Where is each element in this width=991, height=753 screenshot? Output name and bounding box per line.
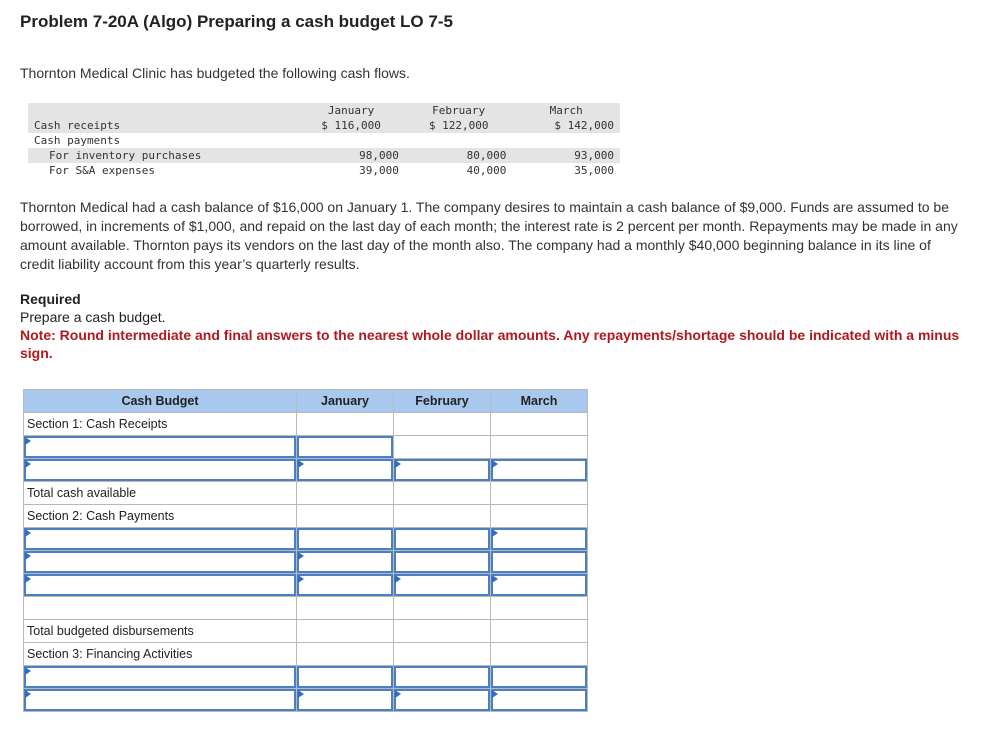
given-sa-label: For S&A expenses — [49, 164, 155, 177]
payment-feb-input-3[interactable] — [394, 574, 491, 597]
dropdown-arrow-icon — [25, 437, 31, 445]
receipt-jan-input-1[interactable] — [297, 436, 394, 459]
given-inventory-row — [28, 148, 620, 163]
given-inventory-january: 98,000 — [297, 148, 405, 163]
dropdown-arrow-icon — [395, 460, 401, 468]
required-heading: Required — [20, 291, 81, 307]
payment-jan-input-1[interactable] — [297, 528, 394, 551]
financing-mar-input-2[interactable] — [491, 689, 588, 712]
dropdown-arrow-icon — [25, 529, 31, 537]
dropdown-arrow-icon — [25, 667, 31, 675]
payment-feb-input-2[interactable] — [394, 551, 491, 574]
financing-input-row-2 — [24, 689, 588, 712]
required-task: Prepare a cash budget. — [20, 309, 166, 325]
payment-feb-input-1[interactable] — [394, 528, 491, 551]
financing-input-row-1 — [24, 666, 588, 689]
given-inventory-march: 93,000 — [512, 148, 620, 163]
given-receipts-march: $ 142,000 — [512, 118, 620, 133]
dropdown-arrow-icon — [25, 690, 31, 698]
section2-row — [24, 505, 588, 528]
given-inventory-label: For inventory purchases — [28, 148, 297, 163]
required-section — [20, 290, 970, 362]
given-month-march: March — [512, 103, 620, 118]
financing-jan-input-1[interactable] — [297, 666, 394, 689]
header-february: February — [394, 390, 491, 413]
dropdown-arrow-icon — [395, 575, 401, 583]
total-disbursements-mar[interactable] — [491, 620, 588, 643]
given-sa-march: 35,000 — [574, 164, 614, 177]
problem-description: Thornton Medical had a cash balance of $16,000 on January 1. The company desires to maintain a cash balance of $9,000. Funds are assumed to be borrowed, in increments of $1,000, and repaid on the last day of each month; the interest rate is 2 percent per month. Repayments may be made in any amount available. Thornton pays its vendors on the last day of the month also. The company had a monthly $40,000 beginning balance in its line of credit liability account from this year’s quarterly results. — [20, 199, 958, 272]
dropdown-arrow-icon — [492, 690, 498, 698]
payment-input-row-2 — [24, 551, 588, 574]
given-receipts-label: Cash receipts — [28, 118, 297, 133]
given-cash-flows-table — [28, 103, 620, 178]
payment-mar-input-2[interactable] — [491, 551, 588, 574]
given-payments-row — [28, 133, 620, 148]
payment-jan-input-2[interactable] — [297, 551, 394, 574]
payment-input-row-1 — [24, 528, 588, 551]
receipt-input-row-1 — [24, 436, 588, 459]
total-available-mar[interactable] — [491, 482, 588, 505]
header-cash-budget: Cash Budget — [24, 390, 297, 413]
given-header-row — [28, 103, 620, 118]
dropdown-arrow-icon — [492, 529, 498, 537]
payment-label-input-3[interactable] — [24, 574, 297, 597]
problem-title: Problem 7-20A (Algo) Preparing a cash budget LO 7-5 — [20, 12, 453, 31]
total-disbursements-row — [24, 620, 588, 643]
receipt-feb-input-1[interactable] — [394, 436, 491, 459]
payment-label-input-1[interactable] — [24, 528, 297, 551]
payment-jan-input-3[interactable] — [297, 574, 394, 597]
total-disbursements-jan[interactable] — [297, 620, 394, 643]
dropdown-arrow-icon — [298, 690, 304, 698]
receipt-label-input-1[interactable] — [24, 436, 297, 459]
dropdown-arrow-icon — [298, 552, 304, 560]
financing-label-input-2[interactable] — [24, 689, 297, 712]
payment-input-row-3 — [24, 574, 588, 597]
section3-row — [24, 643, 588, 666]
section2-label: Section 2: Cash Payments — [24, 505, 297, 528]
financing-label-input-1[interactable] — [24, 666, 297, 689]
receipt-jan-input-2[interactable] — [297, 459, 394, 482]
receipt-input-row-2 — [24, 459, 588, 482]
total-available-feb[interactable] — [394, 482, 491, 505]
total-available-row — [24, 482, 588, 505]
cash-budget-table — [23, 389, 588, 712]
header-march: March — [491, 390, 588, 413]
given-month-february: February — [405, 103, 513, 118]
given-month-january: January — [297, 103, 405, 118]
receipt-label-input-2[interactable] — [24, 459, 297, 482]
financing-feb-input-2[interactable] — [394, 689, 491, 712]
section3-label: Section 3: Financing Activities — [24, 643, 297, 666]
rounding-note: Note: Round intermediate and final answers to the nearest whole dollar amounts. Any repayments/shortage should be indicated with a minus sign. — [20, 327, 960, 361]
dropdown-arrow-icon — [492, 460, 498, 468]
payment-mar-input-3[interactable] — [491, 574, 588, 597]
given-sa-row — [28, 163, 620, 178]
given-receipts-february: $ 122,000 — [405, 118, 513, 133]
given-sa-february: 40,000 — [466, 164, 507, 177]
total-disbursements-feb[interactable] — [394, 620, 491, 643]
receipt-mar-input-2[interactable] — [491, 459, 588, 482]
given-receipts-january: $ 116,000 — [297, 118, 405, 133]
total-available-jan[interactable] — [297, 482, 394, 505]
given-payments-label: Cash payments — [34, 134, 121, 147]
given-inventory-february: 80,000 — [405, 148, 513, 163]
section1-row — [24, 413, 588, 436]
spacer-row — [24, 597, 588, 620]
given-receipts-row — [28, 118, 620, 133]
dropdown-arrow-icon — [395, 690, 401, 698]
dropdown-arrow-icon — [25, 460, 31, 468]
intro-text: Thornton Medical Clinic has budgeted the following cash flows. — [20, 65, 410, 81]
receipt-mar-input-1[interactable] — [491, 436, 588, 459]
total-disbursements-label: Total budgeted disbursements — [24, 620, 297, 643]
dropdown-arrow-icon — [25, 575, 31, 583]
dropdown-arrow-icon — [298, 575, 304, 583]
section1-label: Section 1: Cash Receipts — [24, 413, 297, 436]
header-january: January — [297, 390, 394, 413]
dropdown-arrow-icon — [492, 575, 498, 583]
financing-feb-input-1[interactable] — [394, 666, 491, 689]
payment-mar-input-1[interactable] — [491, 528, 588, 551]
given-sa-january: 39,000 — [359, 164, 399, 177]
budget-header-row — [24, 390, 588, 413]
dropdown-arrow-icon — [25, 552, 31, 560]
payment-label-input-2[interactable] — [24, 551, 297, 574]
financing-mar-input-1[interactable] — [491, 666, 588, 689]
total-available-label: Total cash available — [24, 482, 297, 505]
dropdown-arrow-icon — [298, 460, 304, 468]
receipt-feb-input-2[interactable] — [394, 459, 491, 482]
financing-jan-input-2[interactable] — [297, 689, 394, 712]
